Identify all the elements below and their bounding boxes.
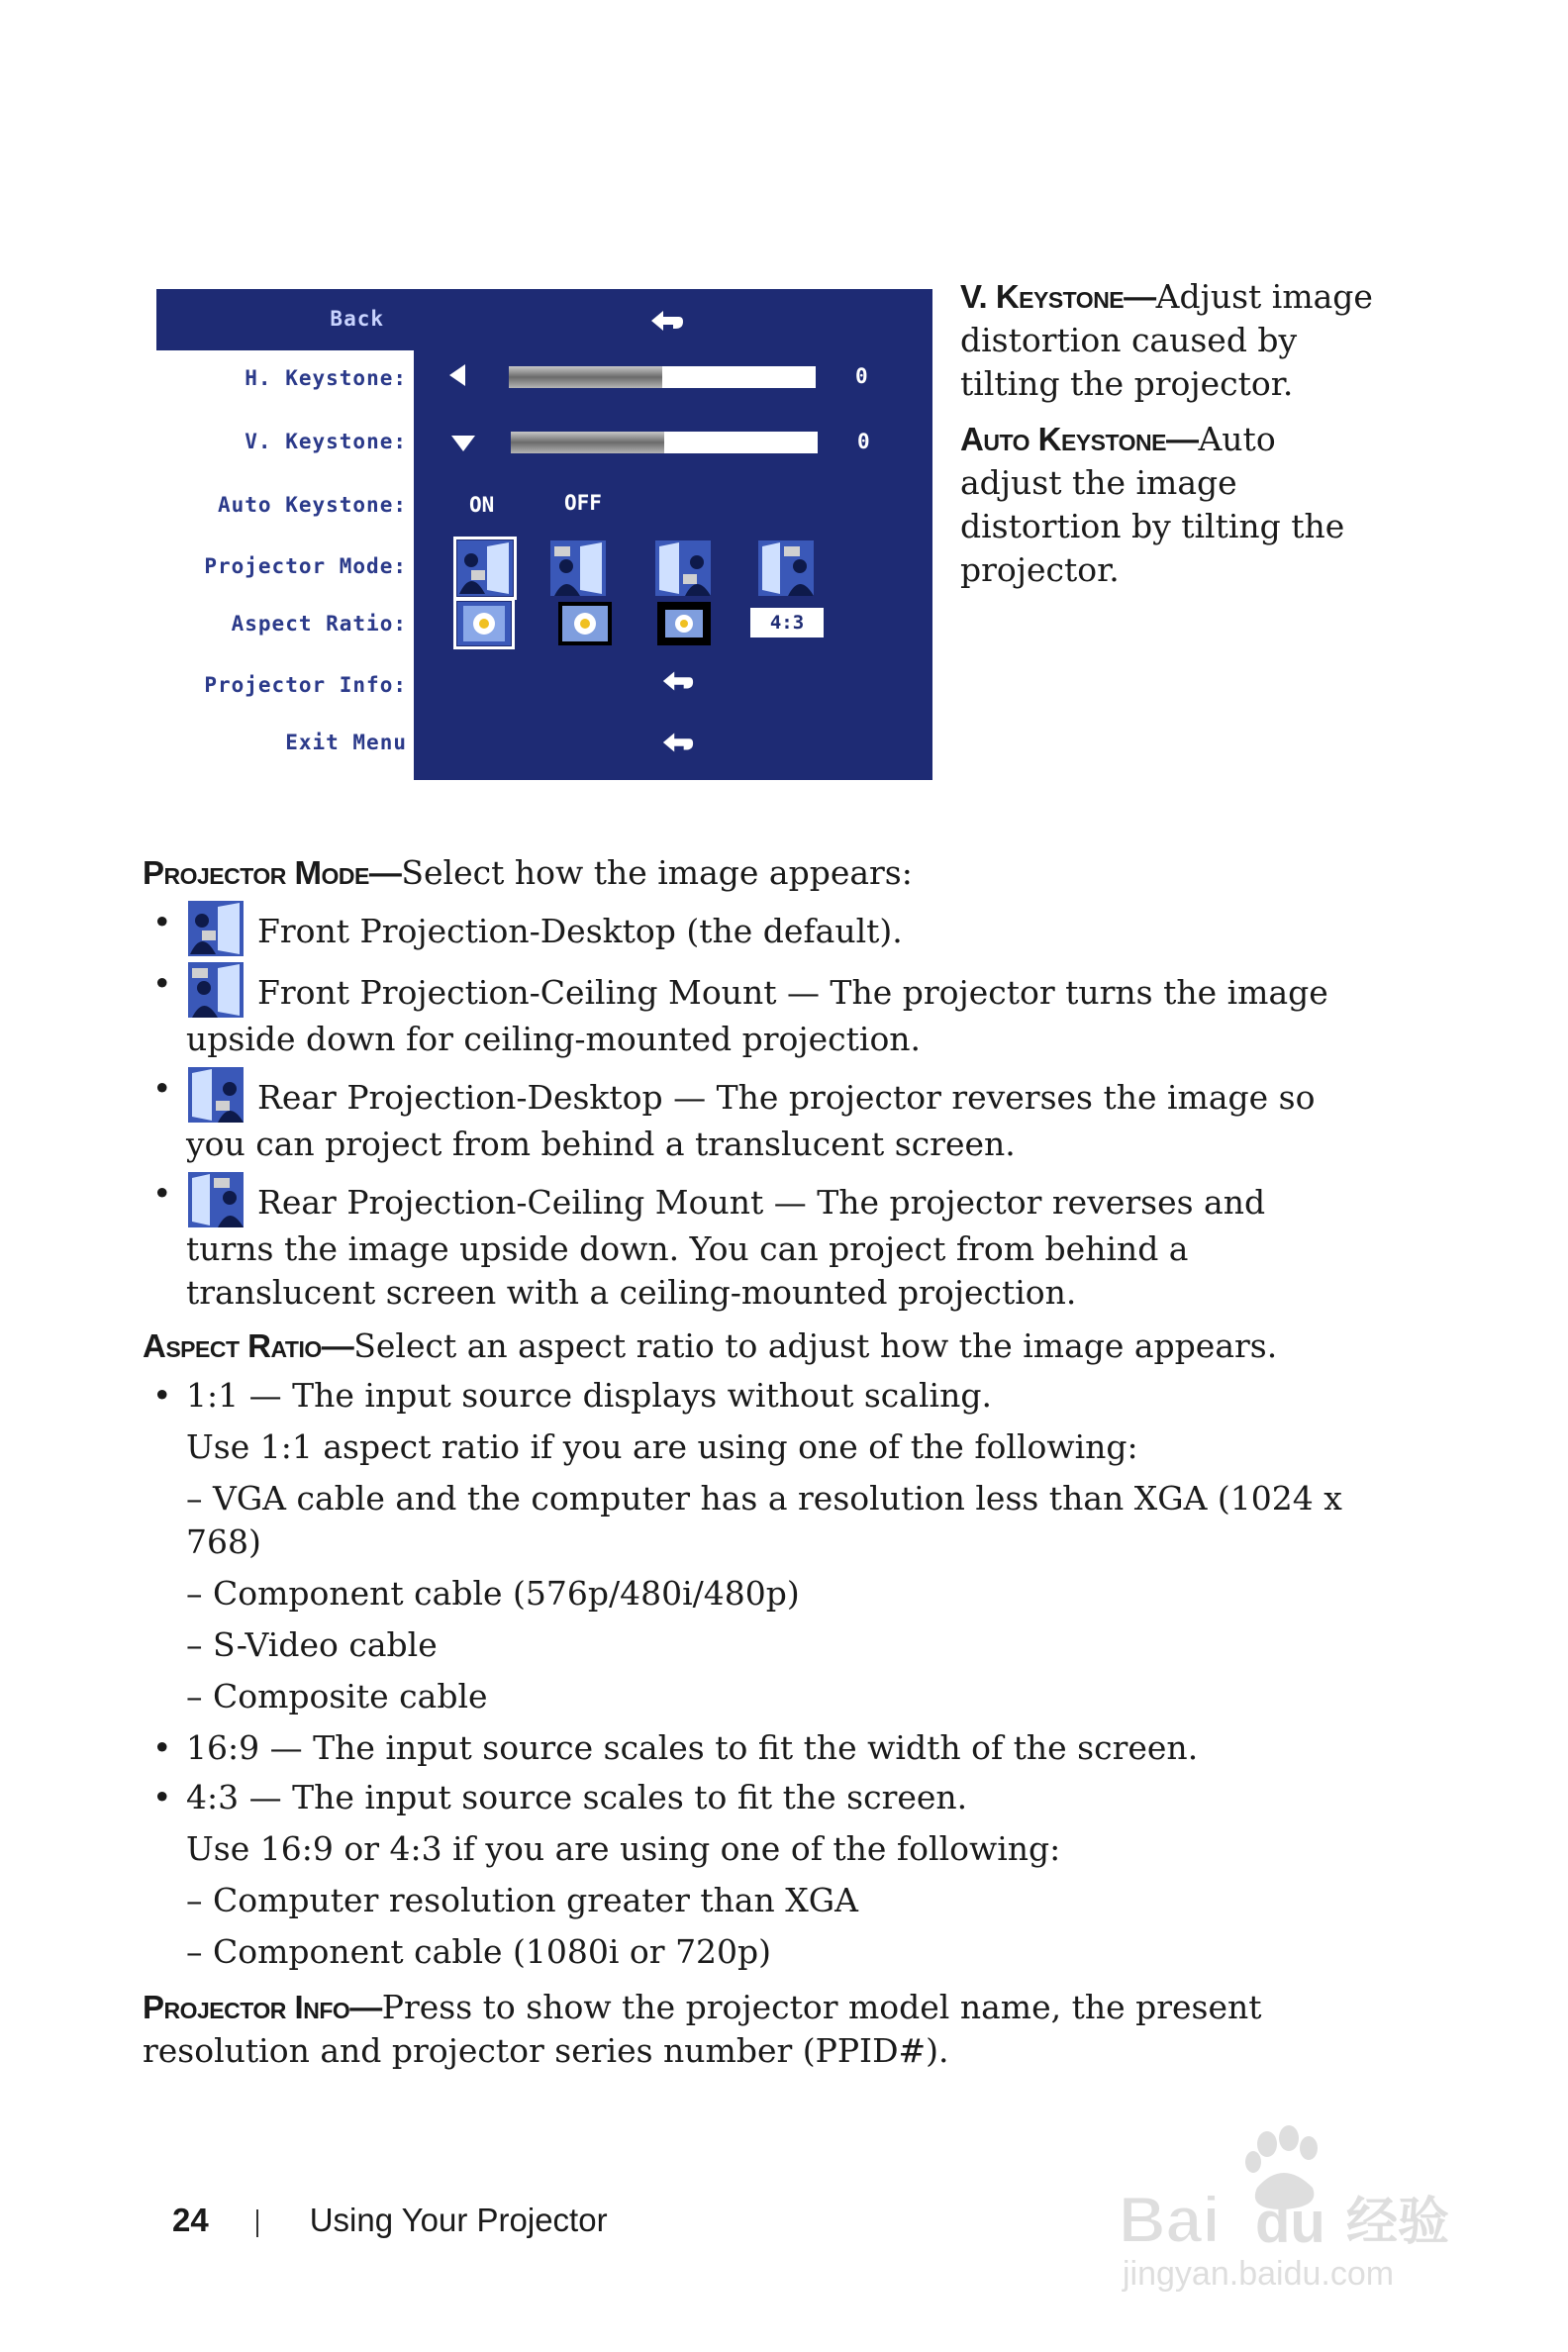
- mode-item-text: Front Projection-Desktop (the default).: [257, 912, 903, 950]
- aspect-sub-item: – S-Video cable: [186, 1625, 438, 1664]
- bullet-dot: •: [152, 1778, 172, 1816]
- list-item: [143, 901, 1360, 956]
- osd-menu-screenshot: [156, 289, 932, 780]
- list-item: [143, 1726, 1360, 1770]
- h-keystone-slider[interactable]: [509, 366, 816, 388]
- rear-desktop-icon: [186, 1067, 245, 1123]
- projector-mode-heading: [143, 851, 1360, 895]
- front-ceiling-icon: [186, 962, 245, 1018]
- page-number: 24: [172, 2202, 209, 2238]
- bullet-dot: •: [152, 1728, 172, 1767]
- osd-exit-menu-label: Exit Menu: [285, 731, 407, 754]
- aspect-ratio-intro: Select an aspect ratio to adjust how the image appears.: [353, 1326, 1278, 1365]
- left-triangle-icon[interactable]: [447, 362, 467, 388]
- list-item: [143, 1172, 1360, 1315]
- aspect-item-text: 4:3 — The input source scales to fit the screen.: [186, 1778, 968, 1816]
- auto-keystone-text: Auto adjust the image distortion by tilting the projector.: [960, 420, 1345, 589]
- svg-text:du: du: [1255, 2191, 1325, 2255]
- v-keystone-term: V. Keystone—: [960, 278, 1156, 315]
- keystone-description: [960, 275, 1376, 604]
- list-item: [143, 962, 1360, 1061]
- list-item: [143, 1067, 1360, 1166]
- document-body: [143, 851, 1360, 2073]
- aspect-1-1-icon[interactable]: [457, 602, 511, 645]
- aspect-use-note: Use 1:1 aspect ratio if you are using one of the following:: [186, 1427, 1138, 1466]
- mode-item-text: Rear Projection-Ceiling Mount — The projector reverses and turns the image upside down. You can project from behind a translucent screen with a ceiling-mounted projection.: [186, 1183, 1266, 1312]
- v-keystone-slider-fill: [511, 432, 664, 453]
- exit-menu-enter-icon[interactable]: [661, 731, 695, 754]
- front-desktop-icon: [186, 901, 245, 956]
- aspect-16-9-icon[interactable]: [558, 602, 612, 645]
- bullet-dot: •: [152, 1174, 172, 1213]
- projector-info-term: Projector Info—: [143, 1989, 382, 2025]
- v-keystone-slider[interactable]: [511, 432, 818, 453]
- list-item: [143, 1776, 1360, 1819]
- bullet-dot: •: [152, 964, 172, 1003]
- osd-projector-info-label: Projector Info:: [204, 673, 407, 697]
- auto-keystone-term: Auto Keystone—: [960, 421, 1199, 457]
- aspect-sub-item: – Computer resolution greater than XGA: [186, 1881, 858, 1919]
- bullet-dot: •: [152, 1069, 172, 1108]
- svg-text:jingyan.baidu.com: jingyan.baidu.com: [1123, 2255, 1395, 2293]
- h-keystone-value: 0: [855, 364, 868, 388]
- bullet-dot: •: [152, 903, 172, 941]
- mode-item-text: Front Projection-Ceiling Mount — The projector turns the image upside down for ceiling-mounted projection.: [186, 973, 1328, 1058]
- aspect-item-text: 16:9 — The input source scales to fit the width of the screen.: [186, 1728, 1199, 1767]
- baidu-watermark-logo: [1109, 2118, 1505, 2297]
- aspect-sub-item: – Component cable (576p/480i/480p): [186, 1574, 800, 1613]
- down-triangle-icon[interactable]: [449, 434, 477, 453]
- projector-info-text: Press to show the projector model name, the present resolution and projector series number (PPID#).: [143, 1988, 1262, 2070]
- return-arrow-icon[interactable]: [649, 309, 685, 333]
- v-keystone-paragraph: [960, 275, 1376, 406]
- osd-h-keystone-label: H. Keystone:: [245, 366, 407, 390]
- list-item: [143, 1374, 1360, 1418]
- h-keystone-slider-fill: [509, 366, 662, 388]
- osd-v-keystone-label: V. Keystone:: [245, 430, 407, 453]
- mode-item-text: Rear Projection-Desktop — The projector reverses the image so you can project from behind a translucent screen.: [186, 1078, 1316, 1163]
- projector-info-enter-icon[interactable]: [661, 669, 695, 693]
- aspect-ratio-term: Aspect Ratio—: [143, 1327, 354, 1364]
- aspect-use-note: Use 16:9 or 4:3 if you are using one of the following:: [186, 1829, 1061, 1868]
- aspect-sub-item: – Component cable (1080i or 720p): [186, 1932, 772, 1971]
- footer-divider: [256, 2209, 258, 2237]
- svg-text:经验: 经验: [1346, 2193, 1450, 2252]
- osd-auto-keystone-label: Auto Keystone:: [217, 493, 407, 517]
- osd-back-label[interactable]: Back: [330, 307, 384, 331]
- rear-desktop-icon[interactable]: [655, 540, 711, 596]
- rear-ceiling-icon[interactable]: [758, 540, 814, 596]
- projector-mode-intro: Select how the image appears:: [401, 853, 913, 892]
- osd-back-row[interactable]: [156, 289, 932, 350]
- aspect-sub-item: – Composite cable: [186, 1677, 488, 1715]
- osd-projector-mode-label: Projector Mode:: [204, 554, 407, 578]
- front-desktop-icon[interactable]: [457, 540, 513, 596]
- auto-keystone-paragraph: [960, 418, 1376, 592]
- chapter-title: Using Your Projector: [309, 2202, 608, 2238]
- rear-ceiling-icon: [186, 1172, 245, 1227]
- projector-info-paragraph: [143, 1986, 1360, 2073]
- osd-aspect-ratio-label: Aspect Ratio:: [231, 612, 407, 636]
- bullet-dot: •: [152, 1376, 172, 1415]
- v-keystone-text: Adjust image distortion caused by tilting the projector.: [960, 277, 1373, 403]
- aspect-ratio-heading: [143, 1324, 1360, 1368]
- projector-mode-term: Projector Mode—: [143, 854, 402, 891]
- page-footer: [172, 2202, 608, 2239]
- aspect-ratio-value-box[interactable]: 4:3: [750, 608, 824, 637]
- auto-keystone-off-option[interactable]: OFF: [564, 491, 602, 515]
- aspect-4-3-icon[interactable]: [657, 602, 711, 645]
- v-keystone-value: 0: [857, 430, 870, 453]
- front-ceiling-icon[interactable]: [550, 540, 606, 596]
- aspect-item-text: 1:1 — The input source displays without scaling.: [186, 1376, 992, 1415]
- aspect-sub-item: – VGA cable and the computer has a resolution less than XGA (1024 x 768): [186, 1479, 1342, 1561]
- svg-text:Bai: Bai: [1119, 2183, 1221, 2256]
- auto-keystone-on-option[interactable]: ON: [469, 493, 495, 517]
